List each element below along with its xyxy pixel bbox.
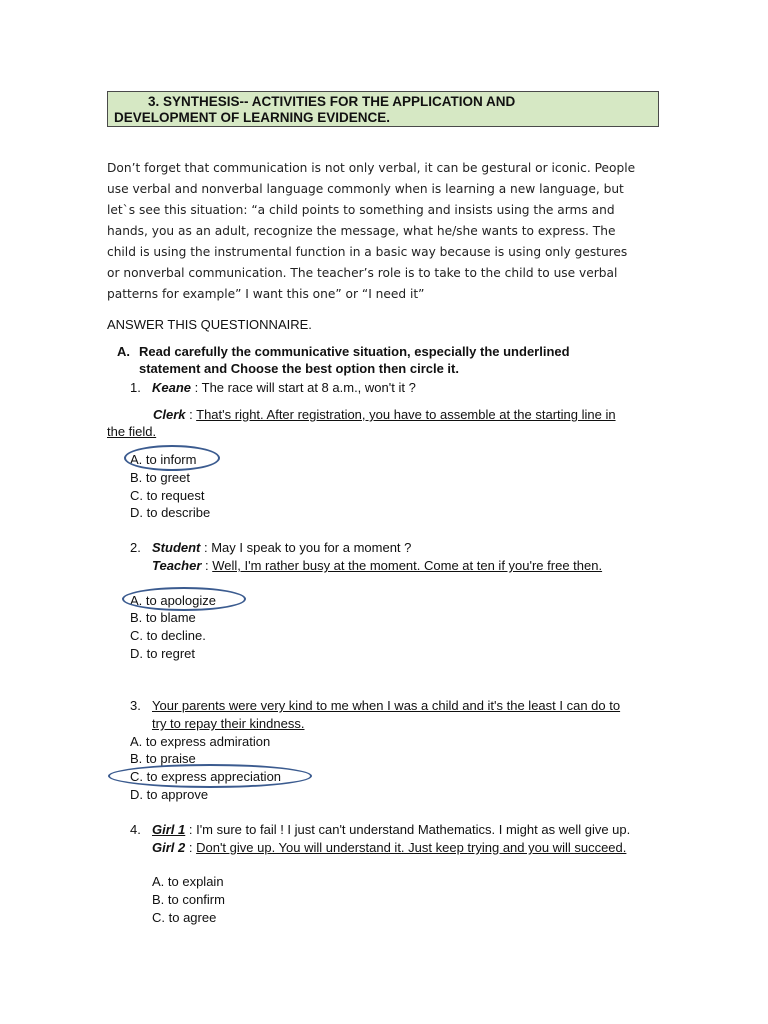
- option-b[interactable]: B. to praise: [130, 751, 196, 766]
- intro-line: or nonverbal communication. The teacher’s role is to take to the child to use verbal: [107, 266, 618, 280]
- question-1-line-2: [153, 407, 616, 423]
- dialogue-separator: :: [185, 840, 197, 855]
- intro-line: hands, you as an adult, recognize the message, what he/she wants to express. The: [107, 224, 616, 238]
- option-c[interactable]: C. to request: [130, 488, 205, 503]
- underlined-statement-continued: the field.: [107, 424, 157, 439]
- question-2-line-2: [152, 558, 602, 574]
- dialogue-separator: :: [185, 407, 197, 422]
- option-d[interactable]: D. to regret: [130, 646, 196, 661]
- question-2-number: 2.: [130, 540, 141, 555]
- intro-line: patterns for example” I want this one” or “I need it”: [107, 287, 425, 301]
- option-c[interactable]: C. to decline.: [130, 628, 206, 643]
- option-d[interactable]: D. to describe: [130, 505, 211, 520]
- question-4-line-2: [152, 840, 626, 856]
- speaker-label: Keane: [152, 380, 192, 395]
- intro-line: let`s see this situation: “a child points to something and insists using the arms and: [107, 203, 615, 217]
- instruction-text: ANSWER THIS QUESTIONNAIRE.: [107, 317, 312, 332]
- answer-circle-mark: [108, 764, 312, 788]
- answer-circle-mark: [124, 445, 220, 471]
- underlined-statement: That's right. After registration, you have to assemble at the starting line in: [196, 407, 616, 422]
- dialogue-text: : I'm sure to fail ! I just can't understand Mathematics. I might as well give up.: [185, 822, 631, 837]
- intro-paragraph: [107, 158, 667, 305]
- dialogue-text: : The race will start at 8 a.m., won't it ?: [191, 380, 416, 395]
- option-b[interactable]: B. to greet: [130, 470, 190, 485]
- intro-line: use verbal and nonverbal language commonly when is learning a new language, but: [107, 182, 624, 196]
- speaker-label: Girl 1: [152, 822, 186, 837]
- section-a-line-2: statement and Choose the best option then circle it.: [139, 361, 459, 376]
- question-3-number: 3.: [130, 698, 141, 713]
- section-header-line-2: DEVELOPMENT OF LEARNING EVIDENCE.: [114, 110, 391, 125]
- option-b[interactable]: B. to confirm: [152, 892, 225, 907]
- option-a[interactable]: A. to express admiration: [130, 734, 271, 749]
- intro-line: Don’t forget that communication is not only verbal, it can be gestural or iconic. People: [107, 161, 636, 175]
- question-1-number: 1.: [130, 380, 141, 395]
- option-a[interactable]: A. to explain: [152, 874, 224, 889]
- answer-circle-mark: [122, 587, 246, 611]
- question-3-line-1: Your parents were very kind to me when I was a child and it's the least I can do to: [152, 698, 621, 713]
- option-d[interactable]: D. to approve: [130, 787, 209, 802]
- question-4-line-1: [152, 822, 630, 838]
- speaker-label: Student: [152, 540, 201, 555]
- intro-line: child is using the instrumental function in a basic way because is using only gestures: [107, 245, 628, 259]
- underlined-statement: Well, I'm rather busy at the moment. Come at ten if you're free then.: [212, 558, 603, 573]
- dialogue-text: : May I speak to you for a moment ?: [200, 540, 412, 555]
- speaker-label: Girl 2: [152, 840, 186, 855]
- section-a-letter: A.: [117, 344, 130, 359]
- option-a[interactable]: A. to inform: [130, 452, 197, 467]
- option-c[interactable]: C. to express appreciation: [130, 769, 282, 784]
- question-3-line-2: try to repay their kindness.: [152, 716, 305, 731]
- speaker-label: Clerk: [153, 407, 186, 422]
- question-1-line-1: [152, 380, 416, 396]
- dialogue-separator: :: [201, 558, 213, 573]
- section-a-line-1: Read carefully the communicative situation, especially the underlined: [139, 344, 570, 359]
- speaker-label: Teacher: [152, 558, 202, 573]
- question-4-number: 4.: [130, 822, 141, 837]
- section-header-line-1: 3. SYNTHESIS-- ACTIVITIES FOR THE APPLICATION AND: [148, 94, 516, 109]
- option-a[interactable]: A. to apologize: [130, 593, 217, 608]
- question-2-line-1: [152, 540, 411, 556]
- option-c[interactable]: C. to agree: [152, 910, 217, 925]
- section-header: [107, 91, 659, 127]
- option-b[interactable]: B. to blame: [130, 610, 196, 625]
- underlined-statement: Don't give up. You will understand it. Just keep trying and you will succeed.: [196, 840, 627, 855]
